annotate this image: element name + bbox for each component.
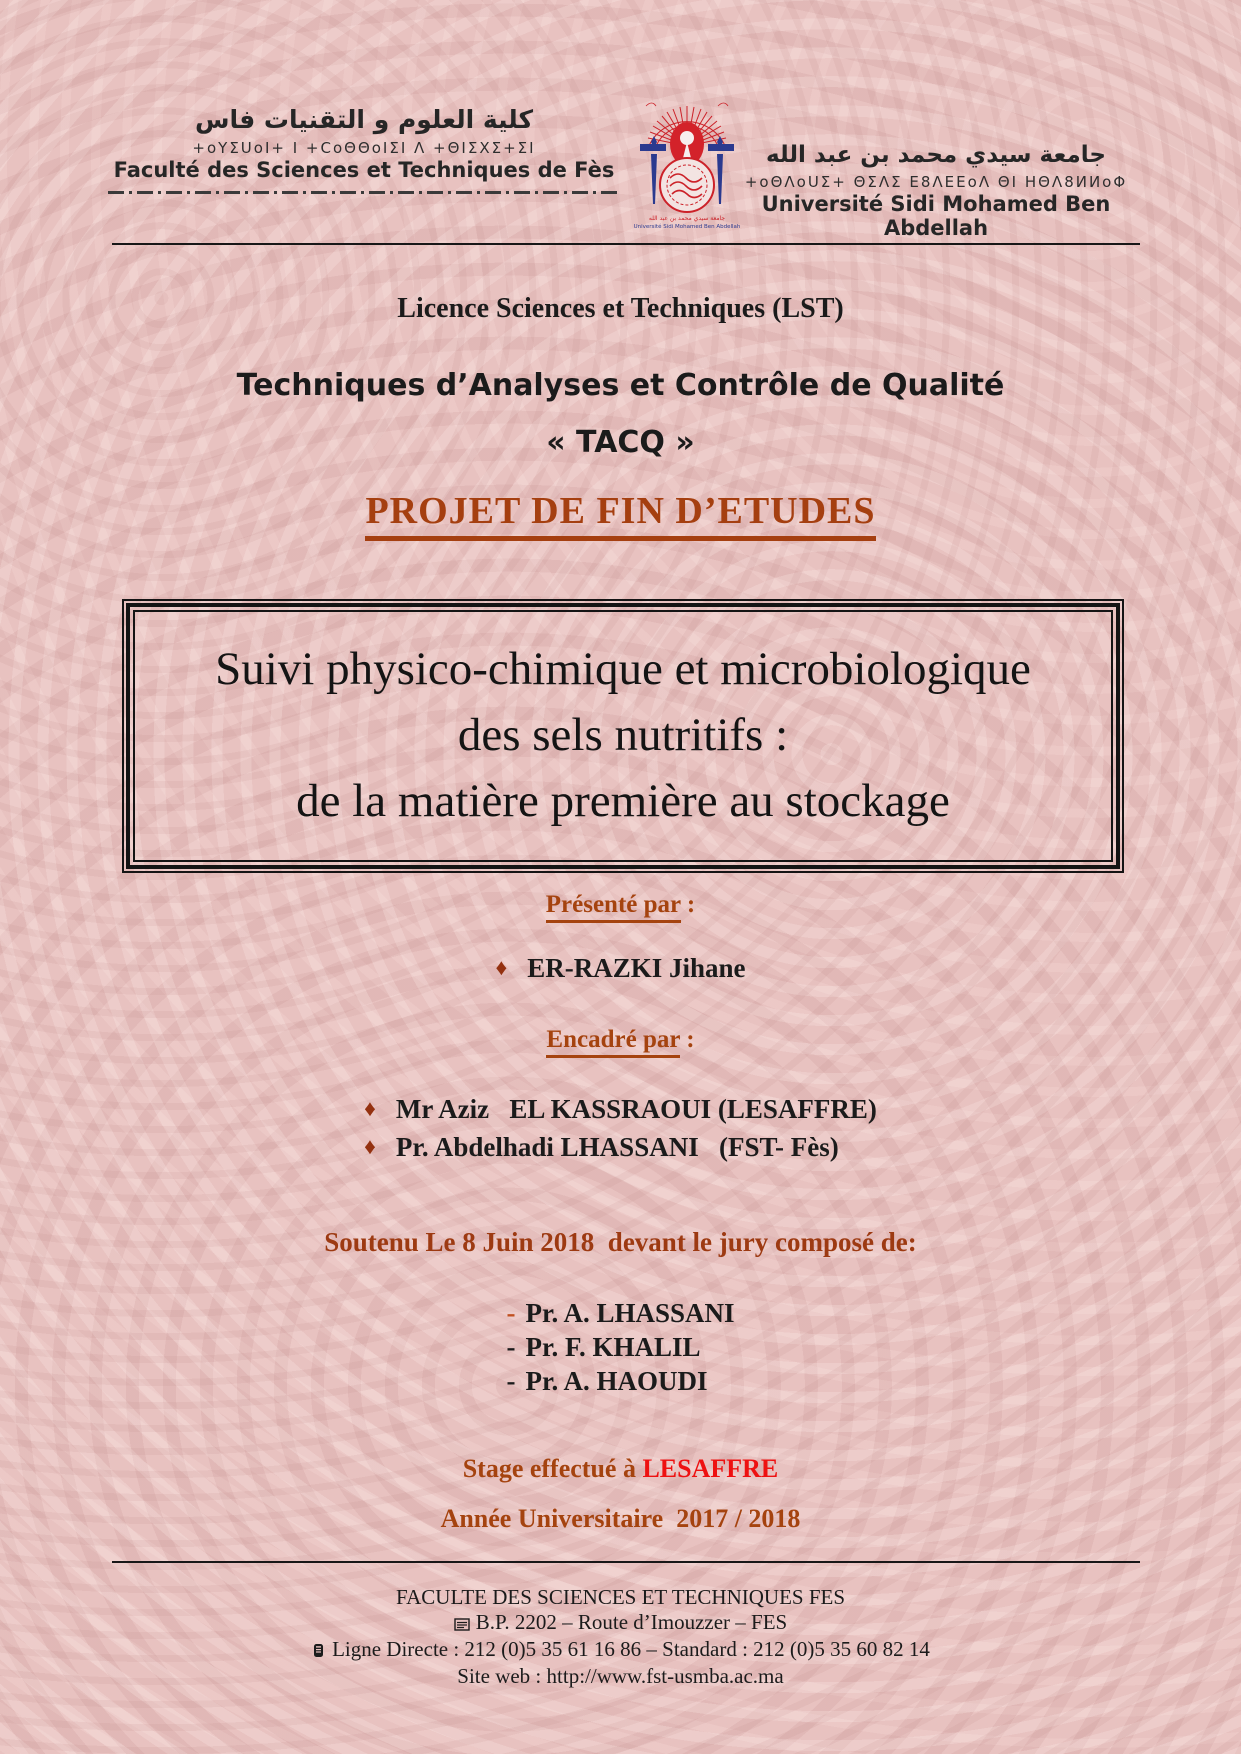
- supervisor-item: ♦ Mr Aziz EL KASSRAOUI (LESAFFRE): [364, 1094, 877, 1124]
- thesis-title-line2: des sels nutritifs :: [457, 709, 789, 761]
- university-header-block: [742, 140, 1130, 240]
- internship-line: Stage effectué à LESAFFRE: [462, 1454, 779, 1483]
- diamond-bullet-icon: ♦: [364, 1134, 376, 1159]
- presented-by-label: Présenté par :: [0, 891, 1241, 919]
- report-type-heading: PROJET DE FIN D’ETUDES: [0, 489, 1241, 541]
- academic-year: Année Universitaire 2017 / 2018: [440, 1504, 801, 1533]
- jury-list: [0, 1296, 1241, 1398]
- supervisors-list: [0, 1090, 1241, 1166]
- student-name: ER-RAZKI Jihane: [527, 953, 746, 983]
- program-title: Licence Sciences et Techniques (LST): [397, 293, 844, 324]
- footer-phone-line: Ligne Directe : 212 (0)5 35 61 16 86 – Standard : 212 (0)5 35 60 82 14: [0, 1637, 1241, 1664]
- jury-member: - Pr. A. LHASSANI: [506, 1298, 735, 1328]
- jury-member: - Pr. F. KHALIL: [506, 1332, 701, 1362]
- phone-icon: [311, 1639, 326, 1664]
- thesis-title-line1: Suivi physico-chimique et microbiologique: [215, 643, 1031, 695]
- footer-faculty-name: FACULTE DES SCIENCES ET TECHNIQUES FES: [395, 1585, 846, 1609]
- faculty-name-french: Faculté des Sciences et Techniques de Fès: [113, 158, 615, 182]
- footer-website-line: Site web : http://www.fst-usmba.ac.ma: [457, 1664, 784, 1688]
- thesis-title-line3: de la matière première au stockage: [296, 775, 950, 827]
- track-title: Techniques d’Analyses et Contrôle de Qualité: [236, 368, 1005, 403]
- dash-bullet: -: [506, 1332, 516, 1362]
- faculty-name-tifinagh: +oYΣUoI+ I +CoΘΘoIΣI Λ +ΘIΣXΣ+ΣI: [192, 139, 536, 157]
- university-name-arabic: جامعة سيدي محمد بن عبد الله: [766, 142, 1106, 168]
- university-name-french: Université Sidi Mohamed Ben Abdellah: [761, 192, 1111, 240]
- thesis-title-box: [122, 599, 1124, 873]
- mail-icon: [454, 1612, 470, 1637]
- university-name-tifinagh: +oΘΛoUΣ+ ΘΣΛΣ Ε8ΛΕΕoΛ ΘI ΗΘΛ8ИИoΦ: [744, 173, 1128, 191]
- diamond-bullet-icon: ♦: [364, 1096, 376, 1121]
- jury-member: - Pr. A. HAOUDI: [506, 1366, 708, 1396]
- footer-address-block: [0, 1585, 1241, 1689]
- dash-dot-divider: [108, 191, 620, 194]
- diamond-bullet-icon: ♦: [495, 955, 508, 980]
- supervised-by-label: Encadré par :: [0, 1026, 1241, 1054]
- footer-address-line: B.P. 2202 – Route d’Imouzzer – FES: [0, 1610, 1241, 1637]
- logo-caption-arabic: جامعة سيدي محمد بن عبد الله: [648, 215, 726, 222]
- student-name-line: [0, 953, 1241, 984]
- faculty-name-arabic: كلية العلوم و التقنيات فاس: [194, 105, 534, 134]
- dash-bullet: -: [506, 1366, 516, 1396]
- dash-bullet: -: [506, 1298, 516, 1328]
- logo-caption-latin: Université Sidi Mohamed Ben Abdellah: [633, 224, 741, 230]
- company-name: LESAFFRE: [642, 1454, 779, 1483]
- faculty-header-block: [108, 104, 620, 194]
- footer-divider: [112, 1561, 1140, 1563]
- defense-intro: Soutenu Le 8 Juin 2018 devant le jury composé de:: [324, 1227, 917, 1257]
- track-acronym: « TACQ »: [546, 425, 695, 460]
- supervisor-item: ♦ Pr. Abdelhadi LHASSANI (FST- Fès): [364, 1132, 839, 1162]
- header-divider: [112, 243, 1140, 245]
- university-logo-icon: [626, 86, 748, 232]
